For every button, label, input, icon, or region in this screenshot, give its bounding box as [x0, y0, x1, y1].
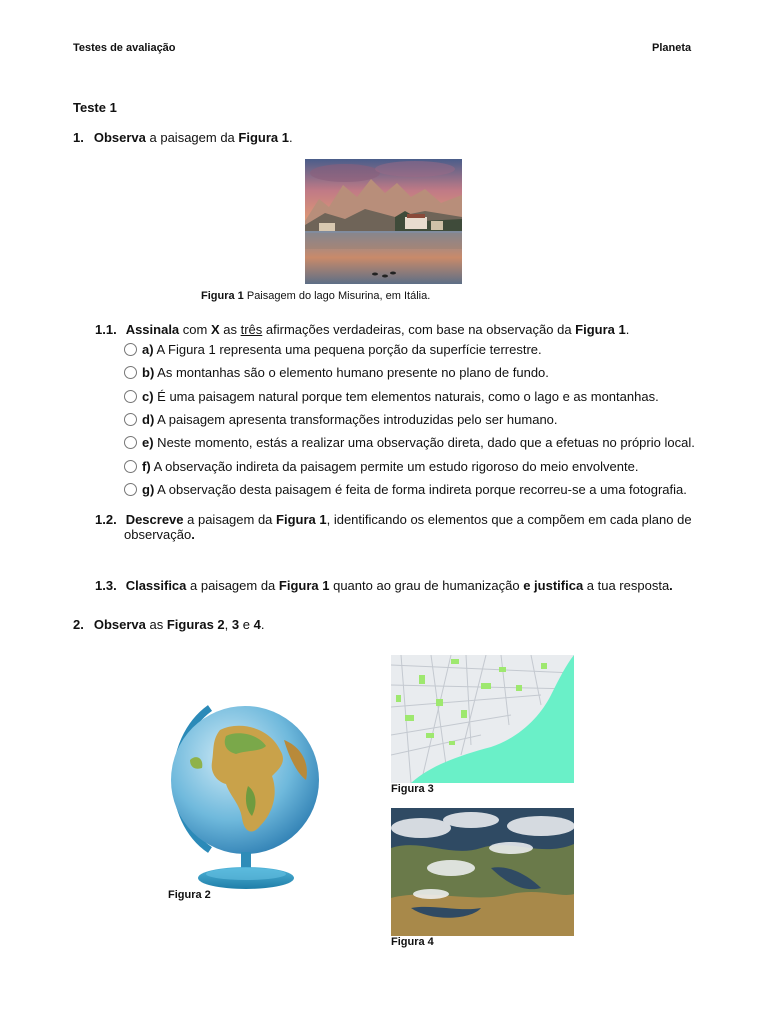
instruction-verb: Assinala — [125, 322, 180, 337]
radio-circle[interactable] — [124, 366, 137, 379]
caption-text: Paisagem do lago Misurina, em Itália. — [243, 290, 431, 302]
figure-ref: Figura 1 — [238, 130, 289, 145]
question-text: a paisagem da — [183, 512, 277, 527]
option-b[interactable] — [124, 365, 549, 380]
figure-1-caption — [201, 290, 430, 302]
question-number: 1.3. — [95, 578, 117, 593]
option-letter: c) — [142, 389, 154, 404]
question-number: 1.2. — [95, 512, 117, 527]
option-letter: e) — [142, 435, 154, 450]
option-text: A paisagem apresenta transformações introduzidas pelo ser humano. — [154, 412, 558, 427]
figure-ref: Figuras 2 — [166, 617, 225, 632]
figure-ref: 4 — [253, 617, 261, 632]
question-number: 1.1. — [95, 322, 117, 337]
punctuation: , — [224, 617, 232, 632]
figure-ref: Figura 1 — [575, 322, 626, 337]
question-text: as — [219, 322, 241, 337]
option-letter: g) — [142, 482, 155, 497]
option-letter: f) — [142, 459, 151, 474]
punctuation: . — [191, 527, 195, 542]
figure-4-caption: Figura 4 — [391, 936, 434, 948]
option-e[interactable] — [124, 435, 695, 450]
question-text: a tua resposta — [583, 578, 670, 593]
option-text: A observação indireta da paisagem permite um estudo rigoroso do meio envolvente. — [150, 459, 639, 474]
radio-circle[interactable] — [124, 460, 137, 473]
instruction-verb: justifica — [534, 578, 584, 593]
test-title: Teste 1 — [73, 100, 117, 115]
figure-ref: Figura 1 — [276, 512, 327, 527]
mark-symbol: X — [210, 322, 220, 337]
instruction-verb: Classifica — [125, 578, 187, 593]
question-text: observação — [124, 527, 192, 542]
punctuation: . — [260, 617, 265, 632]
figure-ref: Figura 1 — [278, 578, 330, 593]
question-1-2-line2 — [124, 527, 195, 542]
header-right: Planeta — [652, 42, 692, 54]
option-d[interactable] — [124, 412, 558, 427]
radio-circle[interactable] — [124, 390, 137, 403]
option-text: É uma paisagem natural porque tem elementos naturais, como o lago e as montanhas. — [153, 389, 659, 404]
question-1-2 — [95, 512, 692, 527]
question-number: 1. — [73, 130, 84, 145]
question-1-3 — [95, 578, 673, 593]
option-g[interactable] — [124, 482, 687, 497]
option-letter: d) — [142, 412, 155, 427]
question-text: afirmações verdadeiras, com base na observação da — [262, 322, 576, 337]
header-left: Testes de avaliação — [73, 42, 176, 54]
question-text: a paisagem da — [186, 578, 279, 593]
figure-1-image — [305, 159, 462, 284]
punctuation: . — [288, 130, 293, 145]
question-2 — [73, 617, 264, 632]
radio-circle[interactable] — [124, 343, 137, 356]
instruction-verb: Observa — [93, 617, 146, 632]
question-text: com — [179, 322, 211, 337]
option-letter: b) — [142, 365, 155, 380]
option-text: Neste momento, estás a realizar uma observação direta, dado que a efetuas no próprio local. — [153, 435, 695, 450]
caption-label: Figura 1 — [201, 290, 244, 302]
option-letter: a) — [142, 342, 154, 357]
figure-3-map-image — [391, 655, 574, 783]
question-text: e — [239, 617, 254, 632]
question-1 — [73, 130, 293, 145]
figure-2-caption: Figura 2 — [168, 889, 211, 901]
option-c[interactable] — [124, 389, 659, 404]
question-number: 2. — [73, 617, 84, 632]
radio-circle[interactable] — [124, 413, 137, 426]
conjunction: e — [523, 578, 531, 593]
figure-4-satellite-image — [391, 808, 574, 936]
figure-2-globe-image — [160, 700, 325, 892]
punctuation: . — [669, 578, 673, 593]
punctuation: . — [625, 322, 630, 337]
question-1-1 — [95, 322, 629, 337]
question-text: a paisagem da — [145, 130, 239, 145]
radio-circle[interactable] — [124, 483, 137, 496]
option-f[interactable] — [124, 459, 638, 474]
emphasis: três — [240, 322, 263, 337]
figure-ref: 3 — [231, 617, 240, 632]
option-text: A Figura 1 representa uma pequena porção da superfície terrestre. — [153, 342, 542, 357]
option-text: A observação desta paisagem é feita de forma indireta porque recorreu-se a uma fotografia. — [154, 482, 687, 497]
radio-circle[interactable] — [124, 436, 137, 449]
question-text: , identificando os elementos que a compõem em cada plano de — [326, 512, 692, 527]
instruction-verb: Descreve — [125, 512, 184, 527]
figure-3-caption: Figura 3 — [391, 783, 434, 795]
option-text: As montanhas são o elemento humano presente no plano de fundo. — [154, 365, 549, 380]
question-text: quanto ao grau de humanização — [329, 578, 524, 593]
instruction-verb: Observa — [93, 130, 146, 145]
option-a[interactable] — [124, 342, 542, 357]
question-text: as — [145, 617, 167, 632]
